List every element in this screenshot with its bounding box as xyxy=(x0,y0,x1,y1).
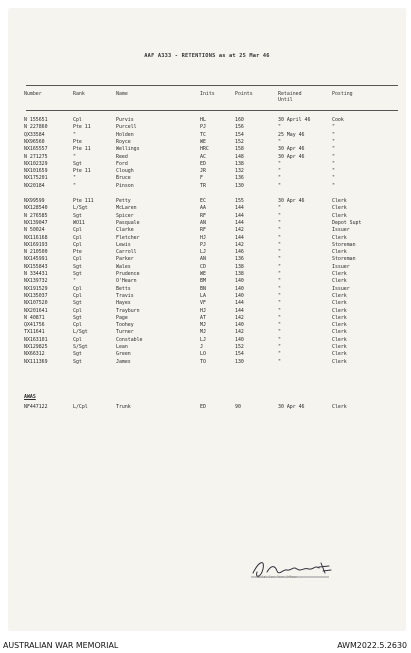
cell-inits: RF xyxy=(200,212,206,219)
cell-name: Royce xyxy=(116,138,131,145)
cell-retained: " xyxy=(278,358,281,365)
cell-rank: Cpl xyxy=(73,241,82,248)
cell-posting: " xyxy=(332,182,335,189)
cell-posting: Clerk xyxy=(332,336,347,343)
cell-name: James xyxy=(116,358,131,365)
header-number: Number xyxy=(24,91,42,97)
table-row xyxy=(9,117,405,124)
cell-inits: CD xyxy=(200,263,206,270)
cell-posting: Depot Supt xyxy=(332,219,362,226)
header-rank: Rank xyxy=(73,91,85,97)
cell-number: N 50024 xyxy=(24,227,45,234)
cell-inits: LA xyxy=(200,292,206,299)
cell-name: Turner xyxy=(116,329,134,336)
cell-inits: ED xyxy=(200,404,206,410)
cell-retained: " xyxy=(278,351,281,358)
cell-retained: " xyxy=(278,271,281,277)
cell-points: 152 xyxy=(235,344,244,350)
cell-number: NX20184 xyxy=(24,182,45,189)
cell-inits: J xyxy=(200,344,203,350)
cell-posting: Clerk xyxy=(332,351,347,358)
cell-points: 138 xyxy=(235,271,244,277)
cell-retained: " xyxy=(278,212,281,219)
cell-points: 140 xyxy=(235,292,244,299)
cell-inits: VF xyxy=(200,300,206,307)
cell-retained: 30 April 46 xyxy=(278,117,311,123)
cell-rank: Pte 11 xyxy=(73,168,91,175)
cell-points: 155 xyxy=(235,198,244,204)
cell-number: NX165557 xyxy=(24,146,48,153)
cell-number: N 276585 xyxy=(24,212,48,219)
cell-name: Carroll xyxy=(116,249,137,256)
cell-points: 148 xyxy=(235,153,244,160)
cell-inits: PJ xyxy=(200,124,206,131)
table-row xyxy=(9,227,405,234)
cell-inits: AC xyxy=(200,153,206,160)
header-posting: Posting xyxy=(332,91,353,97)
cell-posting: Issuer xyxy=(332,227,350,234)
cell-rank: Pte 11 xyxy=(73,124,91,131)
cell-retained: " xyxy=(278,285,281,292)
cell-inits: TO xyxy=(200,358,206,365)
cell-posting: " xyxy=(332,153,335,160)
cell-posting: Issuer xyxy=(332,285,350,292)
cell-rank: Cpl xyxy=(73,256,82,263)
table-row xyxy=(9,264,405,271)
table-row xyxy=(9,293,405,300)
cell-rank: L/Sgt xyxy=(73,205,88,212)
cell-name: Wellings xyxy=(116,146,140,153)
cell-posting: Issuer xyxy=(332,263,350,270)
cell-retained: " xyxy=(278,138,281,145)
cell-name: Parker xyxy=(116,256,134,263)
cell-name: Green xyxy=(116,351,131,358)
cell-name: Lewis xyxy=(116,241,131,248)
cell-points: 154 xyxy=(235,131,244,138)
cell-posting: Clerk xyxy=(332,292,347,299)
cell-name: McLaren xyxy=(116,205,137,212)
cell-inits: HJ xyxy=(200,307,206,314)
cell-retained: " xyxy=(278,292,281,299)
cell-number: NX129825 xyxy=(24,344,48,350)
cell-retained: " xyxy=(278,249,281,256)
cell-points: 144 xyxy=(235,234,244,241)
cell-inits: HJ xyxy=(200,234,206,241)
cell-name: Clarke xyxy=(116,227,134,234)
cell-retained: 30 Apr 46 xyxy=(278,198,305,204)
cell-inits: RF xyxy=(200,227,206,234)
cell-points: 140 xyxy=(235,322,244,329)
table-row xyxy=(9,271,405,278)
cell-retained: " xyxy=(278,241,281,248)
cell-number: N 271275 xyxy=(24,153,48,160)
cell-inits: JR xyxy=(200,168,206,175)
cell-rank: " xyxy=(73,182,76,189)
cell-rank: Cpl xyxy=(73,292,82,299)
cell-rank: " xyxy=(73,175,76,182)
cell-name: Fletcher xyxy=(116,234,140,241)
cell-posting: Cook xyxy=(332,117,344,123)
cell-posting: Clerk xyxy=(332,212,347,219)
cell-number: NX139047 xyxy=(24,219,48,226)
cell-retained: " xyxy=(278,314,281,321)
table-row xyxy=(9,322,405,329)
header-bottom-rule xyxy=(26,110,398,111)
cell-points: 140 xyxy=(235,336,244,343)
cell-points: 140 xyxy=(235,285,244,292)
cell-retained: " xyxy=(278,175,281,182)
header-points: Points xyxy=(235,91,253,97)
cell-number: NX101659 xyxy=(24,168,48,175)
header-name: Name xyxy=(116,91,128,97)
cell-rank: Pte 111 xyxy=(73,198,94,204)
table-row xyxy=(9,315,405,322)
cell-inits: HL xyxy=(200,117,206,123)
cell-inits: AN xyxy=(200,219,206,226)
cell-rank: Cpl xyxy=(73,285,82,292)
table-row xyxy=(9,359,405,366)
cell-name: Petty xyxy=(116,198,131,204)
cell-posting: Clerk xyxy=(332,278,347,285)
cell-points: 146 xyxy=(235,249,244,256)
cell-rank: Pte xyxy=(73,138,82,145)
table-row xyxy=(9,337,405,344)
cell-number: NX128540 xyxy=(24,205,48,212)
cell-posting: " xyxy=(332,175,335,182)
cell-points: 144 xyxy=(235,219,244,226)
table-row xyxy=(9,198,405,205)
cell-name: Pasquale xyxy=(116,219,140,226)
cell-posting: Clerk xyxy=(332,358,347,365)
cell-points: 158 xyxy=(235,146,244,153)
table-row xyxy=(9,220,405,227)
cell-posting: Clerk xyxy=(332,314,347,321)
cell-number: N 40871 xyxy=(24,314,45,321)
table-row xyxy=(9,286,405,293)
cell-points: 136 xyxy=(235,175,244,182)
cell-inits: MJ xyxy=(200,329,206,336)
cell-inits: WE xyxy=(200,138,206,145)
cell-number: NX96560 xyxy=(24,138,45,145)
document-title: AAF A333 - RETENTIONS as at 25 Mar 46 xyxy=(144,53,270,59)
cell-rank: " xyxy=(73,278,76,285)
cell-retained: " xyxy=(278,168,281,175)
cell-points: 142 xyxy=(235,241,244,248)
cell-rank: Cpl xyxy=(73,322,82,329)
cell-rank: Cpl xyxy=(73,117,82,123)
cell-number: N 155651 xyxy=(24,117,48,123)
cell-retained: " xyxy=(278,329,281,336)
cell-number: N 227860 xyxy=(24,124,48,131)
table-row xyxy=(9,235,405,242)
cell-points: 138 xyxy=(235,263,244,270)
cell-points: 144 xyxy=(235,307,244,314)
cell-retained: " xyxy=(278,160,281,167)
cell-number: NX111369 xyxy=(24,358,48,365)
cell-posting: Clerk xyxy=(332,271,347,277)
table-row xyxy=(9,154,405,161)
cell-retained: " xyxy=(278,263,281,270)
cell-posting: Storeman xyxy=(332,256,356,263)
cell-number: NX175201 xyxy=(24,175,48,182)
cell-points: 130 xyxy=(235,358,244,365)
cell-inits: TR xyxy=(200,182,206,189)
cell-name: Pinson xyxy=(116,182,134,189)
cell-inits: BN xyxy=(200,285,206,292)
cell-retained: 30 Apr 46 xyxy=(278,153,305,160)
cell-posting: Storeman xyxy=(332,241,356,248)
cell-retained: " xyxy=(278,344,281,350)
cell-points: 136 xyxy=(235,256,244,263)
cell-retained: " xyxy=(278,278,281,285)
cell-rank: WO11 xyxy=(73,219,85,226)
cell-retained: " xyxy=(278,234,281,241)
cell-name: Lean xyxy=(116,344,128,350)
cell-inits: MJ xyxy=(200,322,206,329)
cell-rank: Cpl xyxy=(73,336,82,343)
table-row xyxy=(9,139,405,146)
cell-points: 152 xyxy=(235,138,244,145)
cell-name: Purcell xyxy=(116,124,137,131)
table-row xyxy=(9,300,405,307)
cell-name: Trunk xyxy=(116,404,131,410)
cell-name: Betts xyxy=(116,285,131,292)
cell-retained: " xyxy=(278,300,281,307)
cell-rank: S/Sgt xyxy=(73,344,88,350)
cell-name: Toohey xyxy=(116,322,134,329)
cell-inits: LJ xyxy=(200,249,206,256)
cell-name: Spicer xyxy=(116,212,134,219)
cell-inits: HRC xyxy=(200,146,209,153)
cell-number: NX107520 xyxy=(24,300,48,307)
cell-points: 138 xyxy=(235,160,244,167)
cell-rank: Pte 11 xyxy=(73,146,91,153)
cell-points: 156 xyxy=(235,124,244,131)
cell-retained: 30 Apr 46 xyxy=(278,146,305,153)
cell-name: Ford xyxy=(116,160,128,167)
cell-retained: 30 Apr 46 xyxy=(278,404,305,410)
cell-retained: " xyxy=(278,205,281,212)
cell-posting: " xyxy=(332,138,335,145)
cell-points: 130 xyxy=(235,182,244,189)
cell-points: 142 xyxy=(235,227,244,234)
cell-number: TX11641 xyxy=(24,329,45,336)
cell-retained: " xyxy=(278,219,281,226)
cell-rank: Sgt xyxy=(73,300,82,307)
cell-points: 144 xyxy=(235,205,244,212)
cell-number: N 210500 xyxy=(24,249,48,256)
table-row xyxy=(9,161,405,168)
cell-rank: " xyxy=(73,153,76,160)
cell-inits: F xyxy=(200,175,203,182)
cell-inits: EC xyxy=(200,198,206,204)
cell-name: Bruce xyxy=(116,175,131,182)
table-row xyxy=(9,124,405,131)
table-row xyxy=(9,278,405,285)
cell-posting: Clerk xyxy=(332,205,347,212)
cell-number: NF447122 xyxy=(24,404,48,410)
table-row xyxy=(9,175,405,182)
cell-posting: Clerk xyxy=(332,307,347,314)
cell-posting: " xyxy=(332,131,335,138)
cell-rank: Pte xyxy=(73,249,82,256)
cell-name: O'Hearn xyxy=(116,278,137,285)
cell-number: NX155843 xyxy=(24,263,48,270)
footer-accession: AWM2022.5.2630 xyxy=(337,641,407,650)
cell-posting: Clerk xyxy=(332,249,347,256)
cell-posting: Clerk xyxy=(332,234,347,241)
footer-institution: AUSTRALIAN WAR MEMORIAL xyxy=(3,641,119,650)
cell-points: 144 xyxy=(235,212,244,219)
cell-posting: Clerk xyxy=(332,300,347,307)
cell-inits: AA xyxy=(200,205,206,212)
cell-rank: Sgt xyxy=(73,263,82,270)
header-retained-until: Retained Until xyxy=(278,91,302,103)
cell-number: N 334431 xyxy=(24,271,48,277)
awas-row xyxy=(9,404,405,411)
table-row xyxy=(9,168,405,175)
table-row xyxy=(9,242,405,249)
cell-number: QX41756 xyxy=(24,322,45,329)
cell-rank: Cpl xyxy=(73,227,82,234)
cell-inits: BM xyxy=(200,278,206,285)
cell-name: Reed xyxy=(116,153,128,160)
cell-retained: 25 May 46 xyxy=(278,131,305,138)
cell-name: Holden xyxy=(116,131,134,138)
cell-rank: Sgt xyxy=(73,271,82,277)
table-row xyxy=(9,308,405,315)
table-row xyxy=(9,351,405,358)
cell-posting: Clerk xyxy=(332,329,347,336)
cell-retained: " xyxy=(278,256,281,263)
awas-heading: AWAS xyxy=(24,394,36,400)
cell-inits: AN xyxy=(200,256,206,263)
cell-posting: " xyxy=(332,160,335,167)
cell-inits: LJ xyxy=(200,336,206,343)
cell-points: 140 xyxy=(235,278,244,285)
cell-name: Clough xyxy=(116,168,134,175)
cell-posting: Clerk xyxy=(332,198,347,204)
cell-rank: Sgt xyxy=(73,212,82,219)
cell-number: NX169193 xyxy=(24,241,48,248)
cell-rank: Sgt xyxy=(73,160,82,167)
cell-number: NX139732 xyxy=(24,278,48,285)
table-row xyxy=(9,205,405,212)
cell-name: Travis xyxy=(116,292,134,299)
cell-retained: " xyxy=(278,307,281,314)
cell-retained: " xyxy=(278,227,281,234)
cell-posting: " xyxy=(332,168,335,175)
cell-inits: PJ xyxy=(200,241,206,248)
cell-retained: " xyxy=(278,322,281,329)
cell-inits: LO xyxy=(200,351,206,358)
cell-rank: " xyxy=(73,131,76,138)
cell-inits: AT xyxy=(200,314,206,321)
header-inits: Inits xyxy=(200,91,215,97)
table-row xyxy=(9,329,405,336)
document-page xyxy=(9,9,405,630)
cell-points: 132 xyxy=(235,168,244,175)
cell-number: NX66312 xyxy=(24,351,45,358)
cell-posting: Clerk xyxy=(332,404,347,410)
cell-posting: Clerk xyxy=(332,322,347,329)
cell-rank: L/Sgt xyxy=(73,329,88,336)
cell-name: Trayburn xyxy=(116,307,140,314)
cell-number: NX135037 xyxy=(24,292,48,299)
cell-rank: Sgt xyxy=(73,314,82,321)
cell-number: NX102329 xyxy=(24,160,48,167)
cell-posting: " xyxy=(332,146,335,153)
cell-number: QX33584 xyxy=(24,131,45,138)
cell-inits: ED xyxy=(200,160,206,167)
cell-number: NX99599 xyxy=(24,198,45,204)
cell-inits: WE xyxy=(200,271,206,277)
cell-number: NX145991 xyxy=(24,256,48,263)
handwritten-signature xyxy=(249,557,339,583)
table-row xyxy=(9,183,405,190)
header-top-rule xyxy=(26,85,398,86)
cell-points: 142 xyxy=(235,314,244,321)
cell-number: NX191529 xyxy=(24,285,48,292)
cell-name: Prudence xyxy=(116,271,140,277)
signature-title: Lt.Col. Sen. Pers. Officer xyxy=(257,575,297,579)
cell-name: Purvis xyxy=(116,117,134,123)
table-row xyxy=(9,249,405,256)
cell-number: NX116168 xyxy=(24,234,48,241)
cell-retained: " xyxy=(278,336,281,343)
cell-rank: Cpl xyxy=(73,234,82,241)
cell-rank: Sgt xyxy=(73,351,82,358)
cell-rank: Cpl xyxy=(73,307,82,314)
cell-retained: " xyxy=(278,124,281,131)
table-row xyxy=(9,146,405,153)
cell-posting: Clerk xyxy=(332,344,347,350)
cell-posting: " xyxy=(332,124,335,131)
table-row xyxy=(9,256,405,263)
table-row xyxy=(9,132,405,139)
cell-number: NX163101 xyxy=(24,336,48,343)
cell-number: NX201641 xyxy=(24,307,48,314)
cell-rank: L/Cpl xyxy=(73,404,88,410)
cell-rank: Sgt xyxy=(73,358,82,365)
cell-name: Wales xyxy=(116,263,131,270)
cell-inits: TC xyxy=(200,131,206,138)
cell-points: 90 xyxy=(235,404,241,410)
cell-points: 160 xyxy=(235,117,244,123)
cell-name: Constable xyxy=(116,336,143,343)
table-row xyxy=(9,213,405,220)
cell-name: Hayes xyxy=(116,300,131,307)
cell-retained: " xyxy=(278,182,281,189)
cell-name: Page xyxy=(116,314,128,321)
cell-points: 144 xyxy=(235,300,244,307)
table-row xyxy=(9,344,405,351)
cell-points: 154 xyxy=(235,351,244,358)
cell-points: 142 xyxy=(235,329,244,336)
